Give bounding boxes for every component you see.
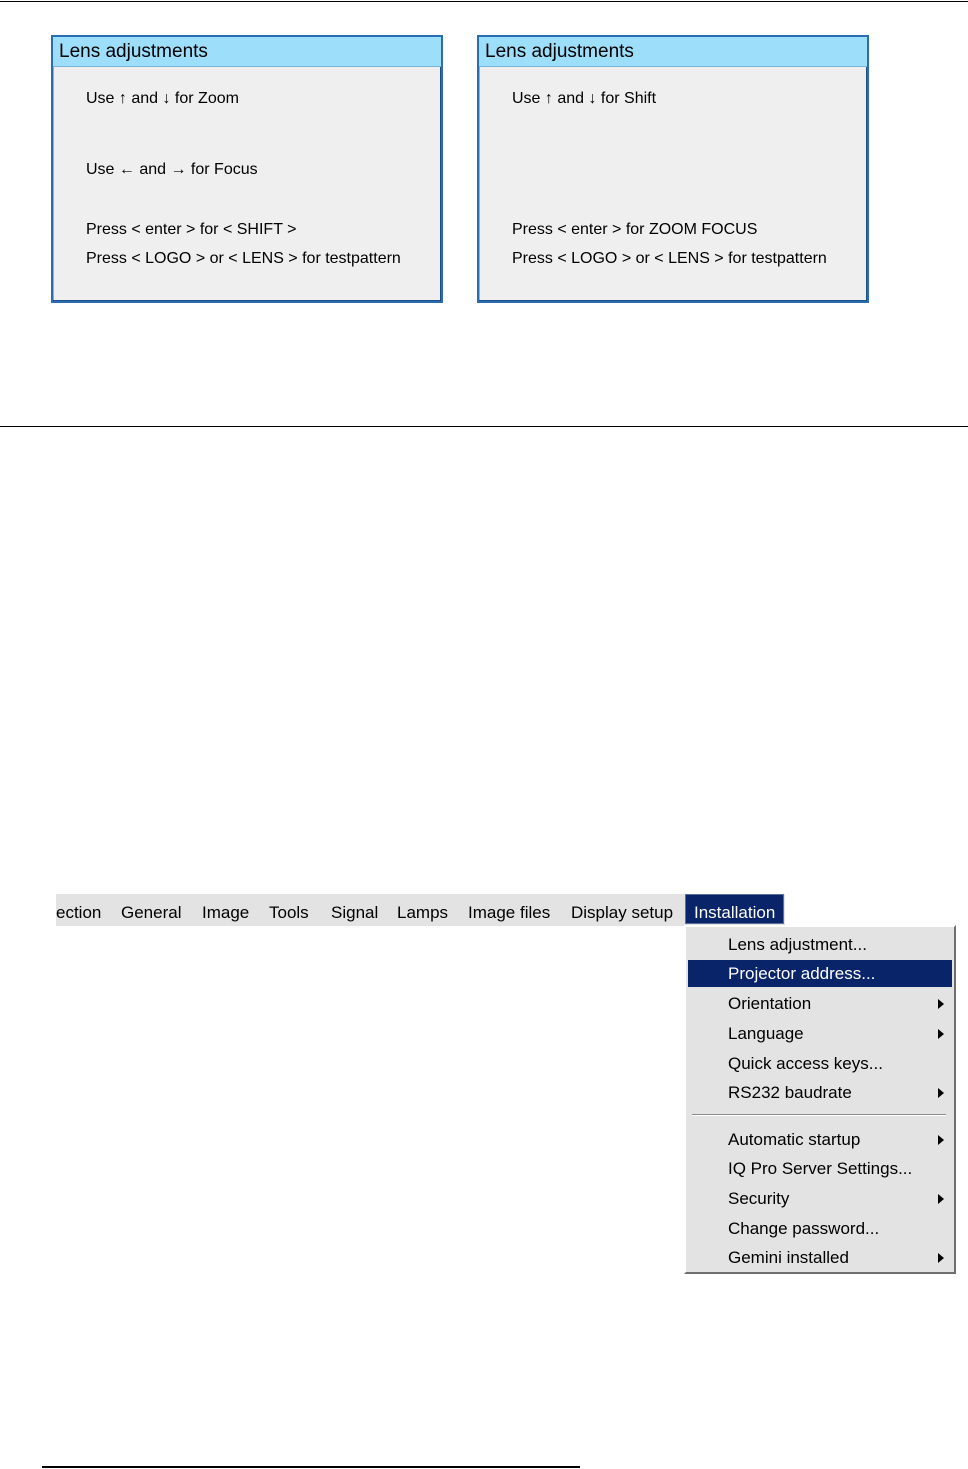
dialog-line-enter: Press < enter > for ZOOM FOCUS — [512, 221, 758, 238]
menu-selection[interactable]: ection — [56, 903, 102, 922]
dialog-line-testpattern: Press < LOGO > or < LENS > for testpattern — [86, 250, 401, 267]
menu-tools[interactable]: Tools — [269, 903, 309, 922]
dialog-line-focus: Use ← and → for Focus — [86, 161, 258, 178]
lens-adjustments-dialog-zoom-focus — [51, 35, 443, 303]
top-rule — [0, 1, 968, 2]
menu-item-automatic-startup[interactable] — [688, 1126, 952, 1153]
dialog-line-testpattern: Press < LOGO > or < LENS > for testpattern — [512, 250, 827, 267]
submenu-arrow-icon — [938, 1029, 944, 1039]
menu-item-rs232-baudrate[interactable] — [688, 1079, 952, 1106]
menu-item-gemini-installed[interactable] — [688, 1244, 952, 1271]
menu-image-files[interactable]: Image files — [468, 903, 551, 922]
submenu-arrow-icon — [938, 1135, 944, 1145]
menu-item-label: Lens adjustment... — [728, 935, 867, 954]
menu-image[interactable]: Image — [202, 903, 250, 922]
dialog-line-zoom: Use ↑ and ↓ for Zoom — [86, 90, 239, 107]
section-rule — [0, 426, 968, 427]
menu-item-orientation[interactable] — [688, 990, 952, 1017]
menu-item-label: RS232 baudrate — [728, 1083, 852, 1102]
dialog-title: Lens adjustments — [53, 37, 441, 67]
menu-item-label: IQ Pro Server Settings... — [728, 1159, 913, 1178]
menu-signal[interactable]: Signal — [331, 903, 379, 922]
menu-item-label: Language — [728, 1024, 804, 1043]
menu-item-quick-access-keys[interactable] — [688, 1050, 952, 1077]
menu-general[interactable]: General — [121, 903, 182, 922]
submenu-arrow-icon — [938, 1088, 944, 1098]
menu-bar — [56, 894, 785, 926]
submenu-arrow-icon — [938, 1194, 944, 1204]
menu-display-setup[interactable]: Display setup — [571, 903, 674, 922]
menu-item-label: Security — [728, 1189, 790, 1208]
installation-dropdown — [684, 925, 956, 1274]
menu-item-iq-pro-server-settings[interactable] — [688, 1155, 952, 1182]
menu-item-label: Change password... — [728, 1219, 880, 1238]
menu-separator — [692, 1114, 946, 1116]
menu-installation[interactable]: Installation — [685, 894, 784, 924]
menu-item-language[interactable] — [688, 1020, 952, 1047]
menu-item-change-password[interactable] — [688, 1215, 952, 1242]
menu-item-label: Projector address... — [728, 964, 876, 983]
menu-item-projector-address[interactable] — [688, 960, 952, 987]
dialog-title: Lens adjustments — [479, 37, 867, 67]
submenu-arrow-icon — [938, 1253, 944, 1263]
menu-item-lens-adjustment[interactable] — [688, 931, 952, 958]
menu-item-label: Quick access keys... — [728, 1054, 883, 1073]
menu-lamps[interactable]: Lamps — [397, 903, 449, 922]
menu-item-label: Automatic startup — [728, 1130, 861, 1149]
menu-item-security[interactable] — [688, 1185, 952, 1212]
dialog-line-shift: Use ↑ and ↓ for Shift — [512, 90, 657, 107]
dialog-line-enter: Press < enter > for < SHIFT > — [86, 221, 297, 238]
footnote-rule — [42, 1466, 580, 1468]
lens-adjustments-dialog-shift — [477, 35, 869, 303]
submenu-arrow-icon — [938, 999, 944, 1009]
menu-item-label: Orientation — [728, 994, 812, 1013]
menu-item-label: Gemini installed — [728, 1248, 849, 1267]
